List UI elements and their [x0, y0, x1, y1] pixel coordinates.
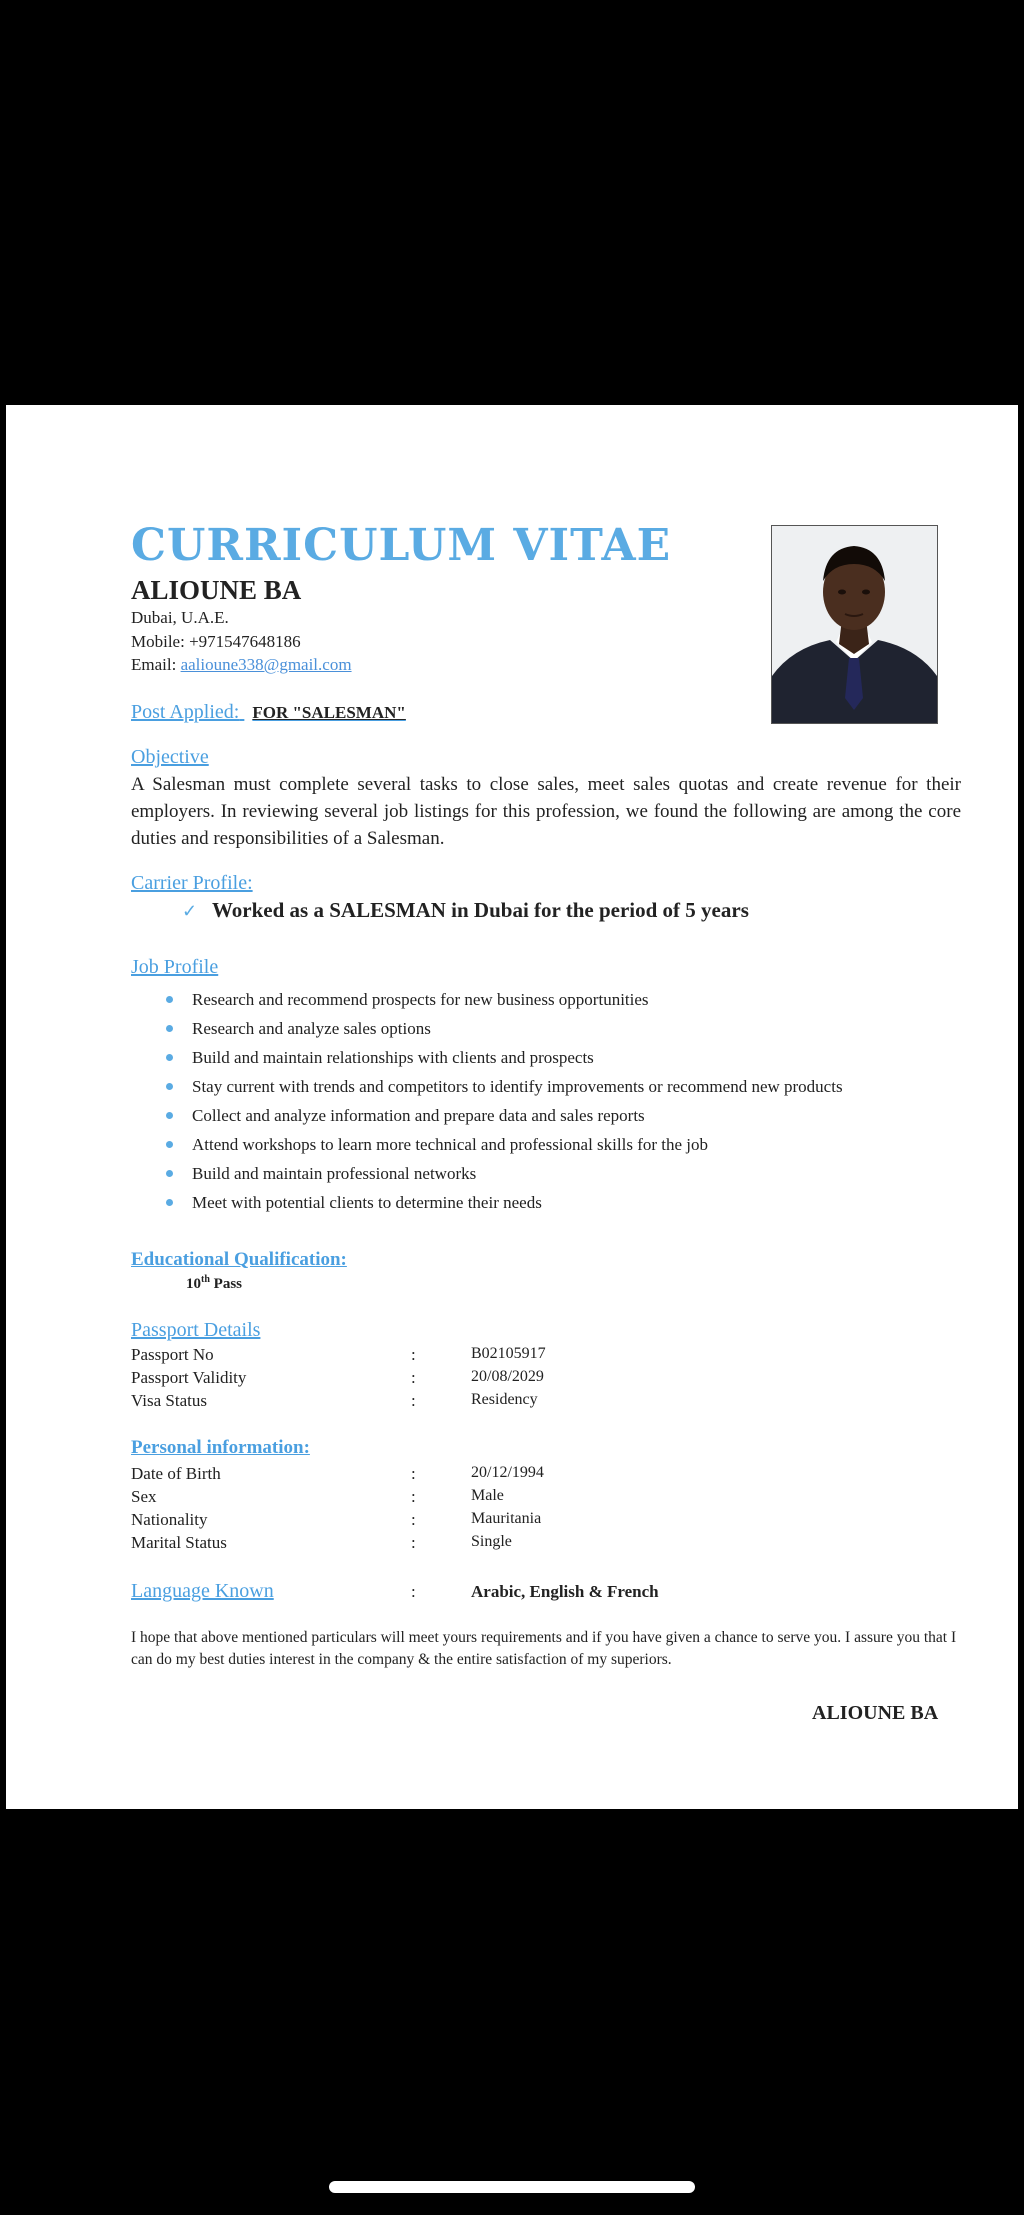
bullet-icon	[166, 1112, 173, 1119]
passport-row: Passport No : B02105917	[131, 1345, 546, 1364]
language-row: Language Known : Arabic, English & French	[131, 1580, 659, 1602]
closing-statement: I hope that above mentioned particulars will meet yours requirements and if you have given a chance to serve you. I assure you that I can do my best duties interest in the company & the entire satisfaction of my superiors.	[131, 1629, 957, 1668]
email-link[interactable]: aalioune338@gmail.com	[180, 655, 352, 674]
signature-name: ALIOUNE BA	[812, 1702, 939, 1724]
bullet-icon	[166, 1199, 173, 1206]
passport-heading: Passport Details	[131, 1319, 261, 1341]
cv-page	[6, 405, 1018, 1809]
passport-row: Visa Status : Residency	[131, 1391, 538, 1410]
bullet-icon	[166, 996, 173, 1003]
objective-heading: Objective	[131, 746, 209, 768]
post-applied-label: Post Applied:	[131, 701, 240, 723]
mobile-number: Mobile: +971547648186	[131, 632, 301, 651]
carrier-profile-heading: Carrier Profile:	[131, 872, 253, 894]
check-icon: ✓	[182, 901, 198, 921]
language-value: Arabic, English & French	[471, 1582, 659, 1601]
applicant-name: ALIOUNE BA	[131, 575, 302, 605]
personal-row: Marital Status : Single	[131, 1533, 512, 1552]
bullet-icon	[166, 1025, 173, 1032]
language-heading: Language Known	[131, 1580, 274, 1602]
list-item: Build and maintain professional networks	[164, 1162, 924, 1185]
location: Dubai, U.A.E.	[131, 608, 229, 627]
bullet-icon	[166, 1170, 173, 1177]
personal-info-heading: Personal information:	[131, 1437, 310, 1458]
education-value: 10th Pass	[186, 1274, 242, 1292]
passport-row: Passport Validity : 20/08/2029	[131, 1368, 544, 1387]
email-line	[131, 655, 352, 675]
home-indicator[interactable]	[329, 2181, 695, 2193]
personal-row: Date of Birth : 20/12/1994	[131, 1464, 544, 1483]
person-photo-icon	[772, 526, 937, 723]
bullet-icon	[166, 1141, 173, 1148]
carrier-profile-item	[182, 898, 749, 923]
objective-text: A Salesman must complete several tasks to close sales, meet sales quotas and create revenue for their employers. In reviewing several job listings for this profession, we found the following are among the core duties and responsibilities of a Salesman.	[131, 774, 961, 849]
bullet-icon	[166, 1054, 173, 1061]
personal-row: Sex : Male	[131, 1487, 504, 1506]
education-heading: Educational Qualification:	[131, 1249, 347, 1270]
carrier-profile-text: Worked as a SALESMAN in Dubai for the period of 5 years	[211, 898, 749, 922]
document-title: CURRICULUM VITAE	[131, 520, 672, 571]
post-applied-value: FOR "SALESMAN"	[252, 703, 406, 722]
list-item: Research and analyze sales options	[164, 1017, 924, 1040]
post-applied	[131, 701, 406, 724]
list-item: Collect and analyze information and prepare data and sales reports	[164, 1104, 924, 1127]
personal-row: Nationality : Mauritania	[131, 1510, 542, 1529]
list-item: Build and maintain relationships with clients and prospects	[164, 1046, 924, 1069]
job-profile-heading: Job Profile	[131, 956, 219, 978]
job-profile-list	[164, 988, 924, 1220]
list-item: Meet with potential clients to determine their needs	[164, 1191, 924, 1214]
email-label: Email:	[131, 655, 177, 674]
list-item: Attend workshops to learn more technical and professional skills for the job	[164, 1133, 924, 1156]
bullet-icon	[166, 1083, 173, 1090]
list-item: Research and recommend prospects for new business opportunities	[164, 988, 924, 1011]
profile-photo	[771, 525, 938, 724]
list-item: Stay current with trends and competitors to identify improvements or recommend new products	[164, 1075, 924, 1098]
